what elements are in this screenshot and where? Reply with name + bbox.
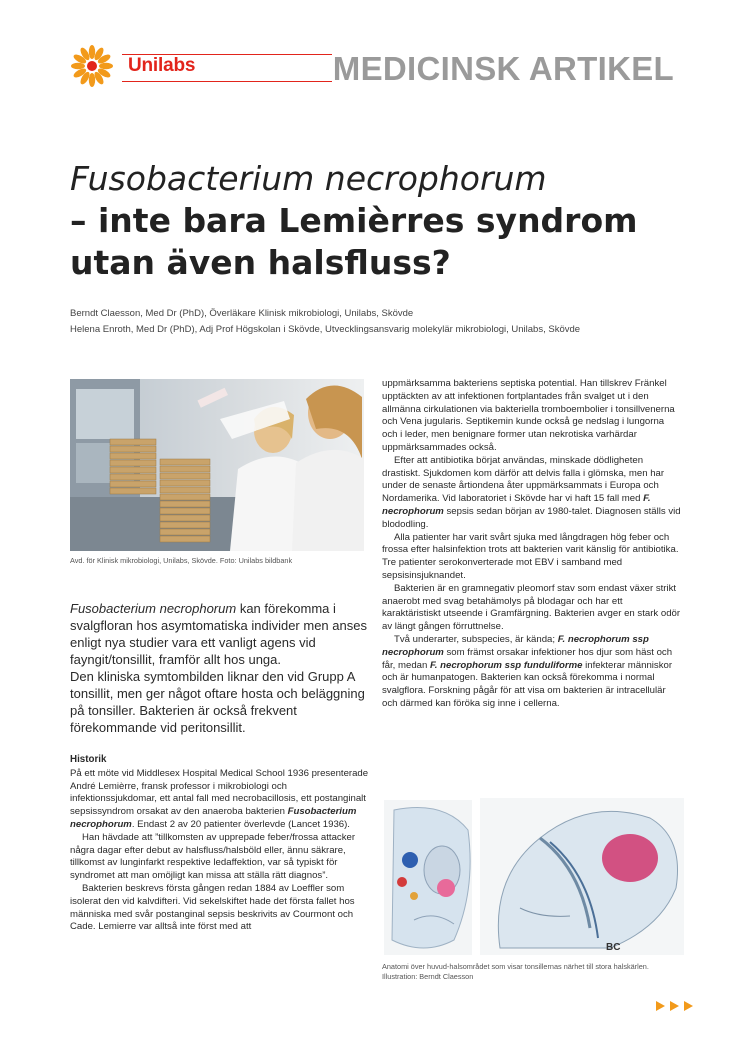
historik-section xyxy=(70,754,370,934)
body-paragraph: Bakterien är en gramnegativ pleomorf stav som endast växer strikt anaerobt med svag betahämolys på blodagar och har ett karaktäristiskt utseende i Gramfärgning. Bakterien avger en stark odör av längt gången förruttnelse. xyxy=(382,582,681,633)
body-paragraph xyxy=(382,634,682,711)
section-heading: Historik xyxy=(70,754,107,765)
lab-photo-illustration xyxy=(70,379,364,551)
body-paragraph: uppmärksamma bakteriens septiska potential. Han tillskrev Fränkel upptäckten av att infektionen fortplantades från svalget ut i den allmänna cirkulationen via bakteriella tromboembolier i tonsillvenerna och Vena jugularis. Septikemin kunde också ge nedslag i lungorna och i leder, men benignare former utan nekrotiska varhärdar uppmärksammades också. xyxy=(382,378,675,453)
body-paragraph: Bakterien beskrevs första gången redan 1884 av Loeffler som isolerat den vid kalvdifteri. Vid sekelskiftet hade det första fallet hos människa med svår postanginal sepsis beskrivits av Courmont och Cade. Lemierre var alltså inte först med att xyxy=(70,882,355,933)
article-title xyxy=(70,158,690,284)
photo-caption: Avd. för Klinisk mikrobiologi, Unilabs, Skövde. Foto: Unilabs bildbank xyxy=(70,556,293,565)
species-name: F. necrophorum ssp necrophorum xyxy=(382,633,649,658)
body-paragraph xyxy=(70,768,370,832)
body-paragraph: Alla patienter har varit svårt sjuka med långdragen hög feber och frossa efter halsinfektion trots att bakterien varit känslig för antibiotika. Tre patienter serokonverterade mot EBV i samband med sepsisinsjuknandet. xyxy=(382,531,679,581)
illustration-caption: Anatomi över huvud-halsområdet som visar tonsillernas närhet till stora halskärlen. Illustration: Berndt Claesson xyxy=(382,962,649,981)
brand-name: Unilabs xyxy=(128,55,196,76)
body-text: Två underarter, subspecies, är kända; xyxy=(394,633,558,645)
body-text: sepsis sedan början av 1980-talet. Diagnosen ställs vid blododling. xyxy=(382,505,681,530)
intro-text xyxy=(70,600,370,736)
body-paragraph xyxy=(382,455,682,532)
unilabs-logo xyxy=(70,42,270,90)
unilabs-sun-icon xyxy=(70,42,118,90)
body-paragraph: Han hävdade att ”tillkomsten av upprepade feber/frossa attacker några dagar efter debut av halsfluss/halsböld eller, ännu säkrare, tillkomst av lunginfarkt respektive ledaffektion, var så typiskt för syndromet att man omöjligt kan missa att ställa rätt diagnos”. xyxy=(70,831,356,882)
illustration-signature: BC xyxy=(606,942,621,953)
body-text: infekterar människor och är humanpatogen. Bakterien kan också förekomma i normal svalgflora. Forskning pågår för att visa om bakterien är intracellulär och därmed kan föröka sig inne i cellerna. xyxy=(382,659,673,709)
species-name: F. necrophorum xyxy=(382,493,651,517)
anatomy-head-neck-illustration xyxy=(480,798,684,955)
intro-paragraph xyxy=(70,600,370,668)
title-line-2: – inte bara Lemièrres syndrom xyxy=(70,201,638,240)
body-text: som främst orsakar infektioner hos djur som häst och får, medan xyxy=(382,646,673,671)
section-label: MEDICINSK ARTIKEL xyxy=(332,50,674,87)
body-text: . Endast 2 av 20 patienter överlevde (Lancet 1936). xyxy=(131,818,350,830)
lab-photo xyxy=(70,379,364,551)
author-list xyxy=(70,306,690,338)
species-name: Fusobacterium necrophorum xyxy=(70,806,357,830)
anatomy-cross-section-illustration xyxy=(384,800,472,955)
author-line: Helena Enroth, Med Dr (PhD), Adj Prof Högskolan i Skövde, Utvecklingsansvarig molekylär mikrobiologi, Unilabs, Skövde xyxy=(70,324,581,335)
author-line: Berndt Claesson, Med Dr (PhD), Överläkare Klinisk mikrobiologi, Unilabs, Skövde xyxy=(70,308,414,319)
species-name: F. necrophorum ssp funduliforme xyxy=(430,659,583,671)
body-text: På ett möte vid Middlesex Hospital Medical School 1936 presenterade André Lemièrre, fransk professor i mikrobiologi och infektionssjukdomar, ett antal fall med necrobacillosis, ett postanginalt sepsissyndrom orsakat av den anaeroba bakterien xyxy=(70,767,369,818)
title-line-3: utan även halsfluss? xyxy=(70,243,451,282)
title-line-1: Fusobacterium necrophorum xyxy=(70,159,547,198)
right-column xyxy=(382,378,682,711)
intro-paragraph: Den kliniska symtombilden liknar den vid Grupp A tonsillit, men ger något oftare hosta och beläggning på tonsiller. Bakterien är också frekvent förekommande vid peritonsillit. xyxy=(70,669,365,735)
species-name: Fusobacterium necrophorum xyxy=(70,601,237,616)
triple-arrow-right-icon xyxy=(656,1000,698,1012)
intro-paragraph-text: kan förekomma i svalgfloran hos asymtomatiska individer men anses enligt nya studier vara ett vanligt agens vid fayngit/tonsillit, framför allt hos unga. xyxy=(70,601,367,667)
body-text: Efter att antibiotika börjat användas, minskade dödligheten drastiskt. Sjukdomen kom därför att delvis falla i glömska, men har under de senaste årtiondena åter uppmärksammats i Europa och Nordamerika. Vid laboratoriet i Skövde har vi haft 15 fall med xyxy=(382,454,665,505)
logo-rule-bottom xyxy=(122,81,332,82)
